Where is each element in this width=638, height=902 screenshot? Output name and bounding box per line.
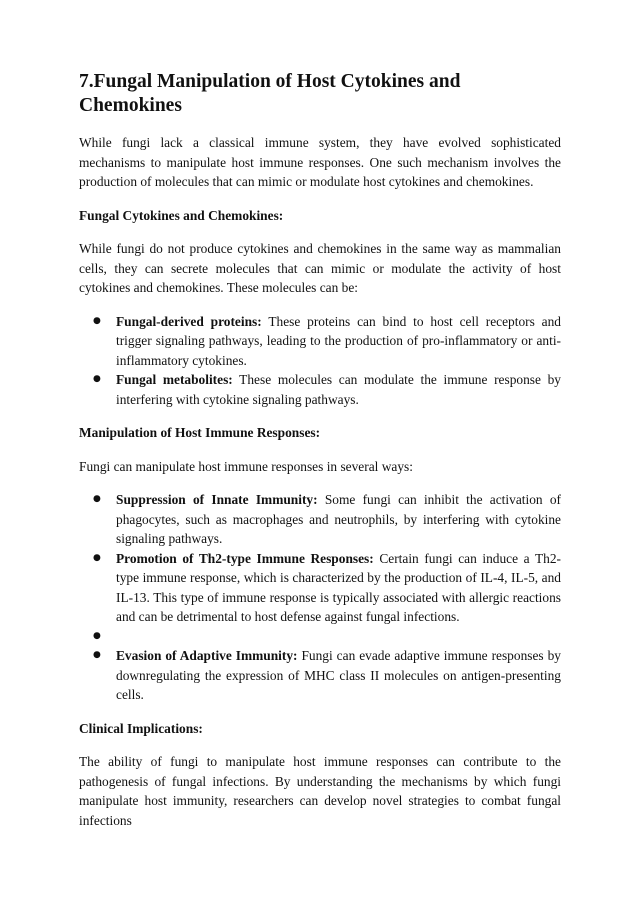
bullet-icon: ● [93, 494, 101, 504]
list-item-text: Some fungi can inhibit the activation of phagocytes, such as macrophages and neutrophils, by interfering with cytokine signaling pathways. [116, 492, 561, 546]
list-item-text: These proteins can bind to host cell receptors and trigger signaling pathways, leading to the production of pro-inflammatory or anti-inflammatory cytokines. [116, 313, 562, 368]
list-item [93, 646, 561, 705]
list-item-text: These molecules can modulate the immune response by interfering with cytokine signaling pathways. [116, 372, 561, 407]
list-manipulation-ways [79, 490, 561, 705]
section-heading-fungal-cytokines: Fungal Cytokines and Chemokines: [79, 207, 284, 223]
section-heading-clinical: Clinical Implications: [79, 720, 203, 736]
bullet-icon: ● [93, 552, 101, 563]
list-item-text: Fungi can evade adaptive immune responses by downregulating the expression of MHC class II molecules on antigen-presenting cells. [116, 648, 561, 702]
list-item-text: Certain fungi can induce a Th2-type immune response, which is characterized by the production of IL-4, IL-5, and IL-13. This type of immune response is typically associated with allergic reactions and can be detrimental to host defense against fungal infections. [116, 550, 561, 624]
list-item-empty [93, 627, 561, 647]
list-item [93, 490, 561, 549]
list-item [93, 370, 561, 409]
page-title: 7.Fungal Manipulation of Host Cytokines and Chemokines [79, 71, 461, 116]
section-body-manipulation: Fungi can manipulate host immune responses in several ways: [79, 458, 413, 474]
list-item [93, 312, 562, 371]
bullet-icon: ● [93, 650, 101, 660]
list-item-term: Promotion of Th2-type Immune Responses: [116, 550, 374, 566]
bullet-icon: ● [93, 315, 101, 326]
list-item-term: Evasion of Adaptive Immunity: [116, 648, 298, 663]
list-item [93, 549, 561, 627]
intro-paragraph: While fungi lack a classical immune system, they have evolved sophisticated mechanisms to manipulate host immune responses. One such mechanism involves the production of molecules that can mimic or modulate host cytokines and chemokines. [79, 135, 561, 189]
document-page [79, 70, 561, 844]
section-body-fungal-cytokines: While fungi do not produce cytokines and chemokines in the same way as mammalian cells, they can secrete molecules that can mimic or modulate the activity of host cytokines and chemokines. These molecules can be: [79, 241, 561, 295]
bullet-icon: ● [93, 374, 101, 384]
list-item-term: Fungal metabolites: [116, 372, 233, 387]
bullet-icon: ● [93, 630, 101, 641]
list-item-term: Suppression of Innate Immunity: [116, 492, 318, 507]
section-heading-manipulation: Manipulation of Host Immune Responses: [79, 425, 321, 440]
list-fungal-molecules [79, 312, 561, 410]
section-body-clinical: The ability of fungi to manipulate host immune responses can contribute to the pathogenesis of fungal infections. By understanding the mechanisms by which fungi manipulate host immunity, researchers can develop novel strategies to combat fungal infections [79, 754, 561, 828]
list-item-term: Fungal-derived proteins: [116, 313, 262, 329]
